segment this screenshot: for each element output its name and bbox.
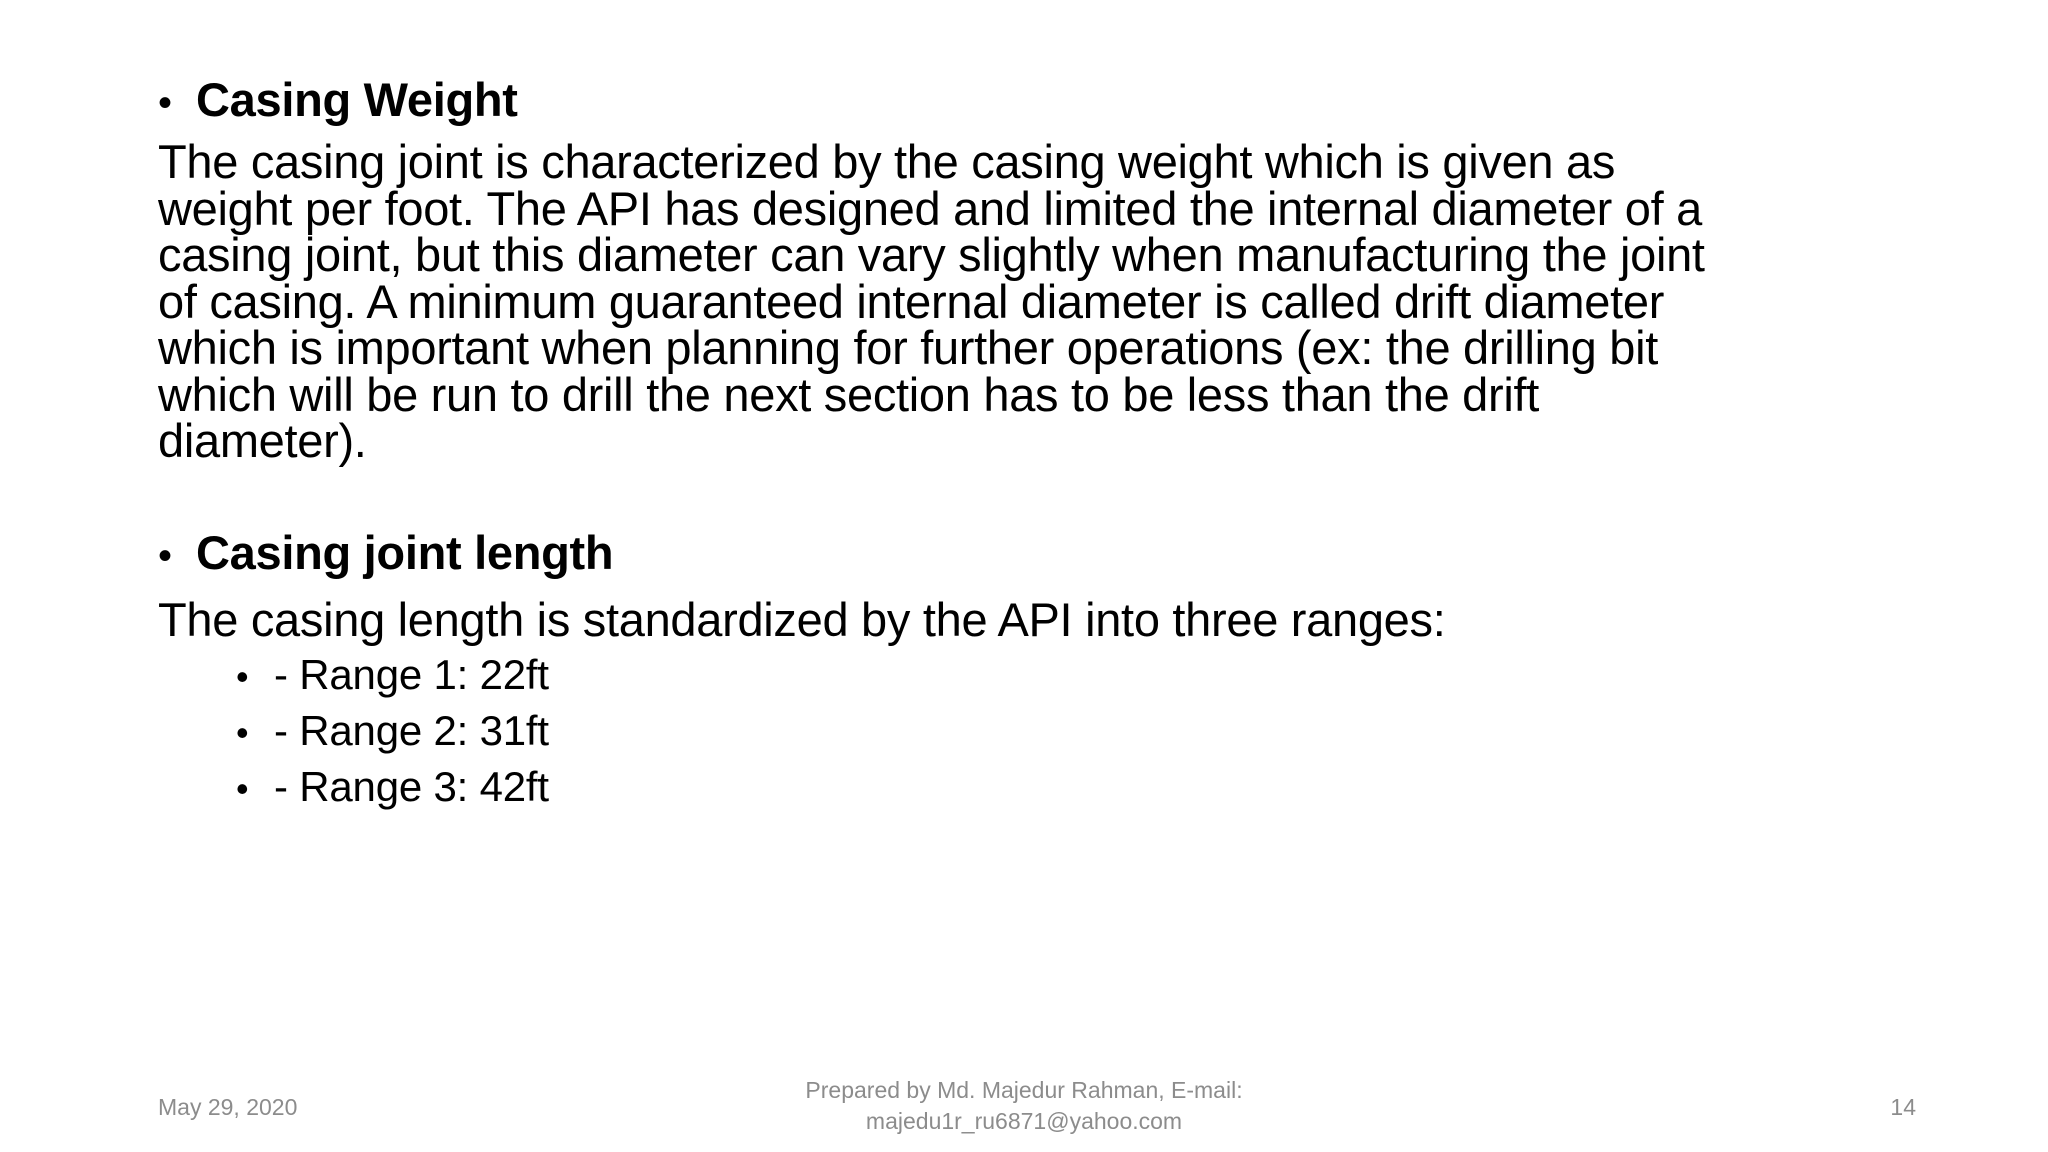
casing-length-title: Casing joint length <box>196 525 614 579</box>
footer-email: majedu1r_ru6871@yahoo.com <box>865 1108 1183 1134</box>
paragraph-line: weight per foot. The API has designed and limited the internal diameter of a <box>158 181 1702 235</box>
casing-length-heading <box>158 525 1918 584</box>
range-1-label: - Range 1: 22ft <box>274 650 549 698</box>
list-item <box>236 648 1918 704</box>
paragraph-line: which is important when planning for further operations (ex: the drilling bit <box>158 321 1658 374</box>
casing-weight-paragraph <box>158 135 1918 467</box>
bullet-icon: • <box>236 711 249 753</box>
list-item <box>236 760 1918 816</box>
casing-length-intro: The casing length is standardized by the API into three ranges: <box>158 592 1446 646</box>
casing-length-section <box>158 525 1918 816</box>
paragraph-line: of casing. A minimum guaranteed internal diameter is called drift diameter <box>158 274 1665 328</box>
range-3-label: - Range 3: 42ft <box>274 762 549 810</box>
range-2-label: - Range 2: 31ft <box>274 706 549 754</box>
paragraph-line: The casing joint is characterized by the casing weight which is given as <box>158 135 1616 188</box>
bullet-icon: • <box>158 81 172 125</box>
casing-weight-heading <box>158 72 1918 131</box>
footer-date: May 29, 2020 <box>158 1094 298 1120</box>
paragraph-line: casing joint, but this diameter can vary slightly when manufacturing the joint <box>158 228 1705 281</box>
bullet-icon: • <box>236 767 249 809</box>
paragraph-line: which will be run to drill the next section has to be less than the drift <box>158 367 1540 421</box>
casing-weight-title: Casing Weight <box>196 73 518 126</box>
slide-content <box>158 72 1918 816</box>
paragraph-line: diameter). <box>158 414 367 467</box>
footer-author <box>724 1075 1324 1137</box>
range-list <box>158 648 1918 816</box>
slide-number: 14 <box>1890 1094 1916 1120</box>
footer-author-line: Prepared by Md. Majedur Rahman, E-mail: <box>805 1077 1243 1103</box>
list-item <box>236 704 1918 760</box>
bullet-icon: • <box>236 655 249 697</box>
bullet-icon: • <box>158 533 172 578</box>
